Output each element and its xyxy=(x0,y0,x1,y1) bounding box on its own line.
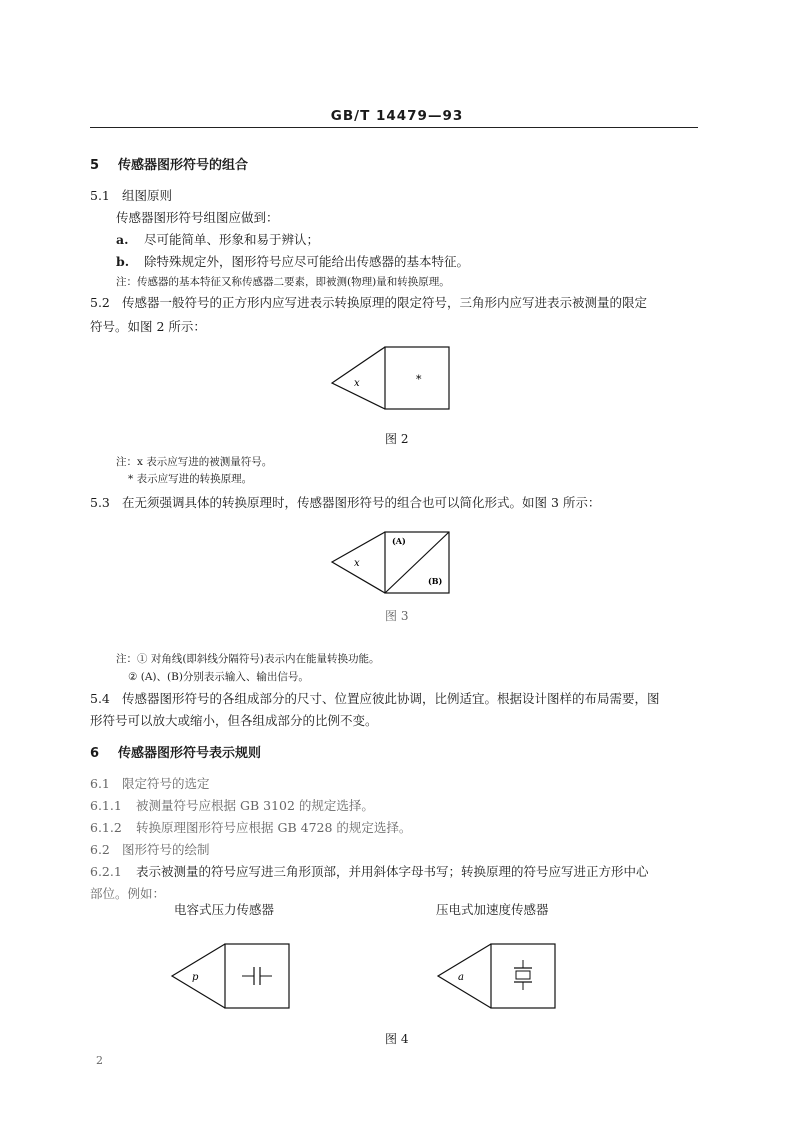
subsection-5-1-heading xyxy=(90,186,172,204)
sensor-triangle xyxy=(172,944,225,1008)
note: ② (A)、(B)分别表示输入、输出信号。 xyxy=(128,671,309,683)
subsection-number: 5.1 xyxy=(90,188,110,203)
header-rule xyxy=(90,127,698,128)
section-title: 传感器图形符号表示规则 xyxy=(118,746,262,761)
figure-3 xyxy=(330,530,450,595)
subsection-number: 5.3 xyxy=(90,495,110,510)
subsection-5-3 xyxy=(90,493,600,511)
subsection-6-1 xyxy=(90,774,210,792)
list-text: 尽可能简单、形象和易于辨认； xyxy=(144,232,320,247)
figure-4-left-title: 电容式压力传感器 xyxy=(174,902,275,917)
measurand-symbol: x xyxy=(354,558,360,569)
subsection-number: 6.2 xyxy=(90,842,110,857)
list-label: b. xyxy=(116,254,130,269)
paragraph-text: 在无须强调具体的转换原理时，传感器图形符号的组合也可以简化形式。如图 3 所示： xyxy=(122,495,601,510)
measurand-symbol: a xyxy=(458,972,464,983)
subsection-6-2 xyxy=(90,840,210,858)
subsection-6-1-1 xyxy=(90,796,374,814)
note: 注：① 对角线(即斜线分隔符号)表示内在能量转换功能。 xyxy=(116,653,380,665)
subsection-number: 5.4 xyxy=(90,691,110,706)
list-label: a. xyxy=(116,232,129,247)
section-6-heading xyxy=(90,742,261,761)
section-5-heading xyxy=(90,154,248,173)
note: 注：x 表示应写进的被测量符号。 xyxy=(116,456,273,468)
paragraph-text: 转换原理图形符号应根据 GB 4728 的规定选择。 xyxy=(136,820,412,835)
paragraph-text: 被测量符号应根据 GB 3102 的规定选择。 xyxy=(136,798,374,813)
piezoelectric-accelerometer-symbol xyxy=(436,938,558,1010)
subsection-6-1-2 xyxy=(90,818,411,836)
note: * 表示应写进的转换原理。 xyxy=(128,473,253,485)
paragraph-text: 表示被测量的符号应写进三角形顶部，并用斜体字母书写；转换原理的符号应写进正方形中心 xyxy=(136,864,649,879)
figure-caption: 图 3 xyxy=(385,609,409,623)
subsection-title: 组图原则 xyxy=(122,188,173,203)
subsection-5-2-line1 xyxy=(90,293,647,311)
section-number: 6 xyxy=(90,746,100,761)
paragraph-text: 传感器图形符号的各组成部分的尺寸、位置应彼此协调，比例适宜。根据设计图样的布局需要，图 xyxy=(122,691,660,706)
subsection-number: 6.1.2 xyxy=(90,820,122,835)
note: 注：传感器的基本特征又称传感器二要素，即被测(物理)量和转换原理。 xyxy=(116,276,450,288)
piezoelectric-crystal-icon xyxy=(514,960,532,990)
subsection-number: 6.2.1 xyxy=(90,864,122,879)
figure-caption: 图 4 xyxy=(385,1032,409,1046)
transducer-square xyxy=(225,944,289,1008)
figure-2 xyxy=(330,345,450,410)
transducer-square xyxy=(491,944,555,1008)
paragraph: 传感器图形符号组图应做到： xyxy=(116,210,279,225)
page-number: 2 xyxy=(96,1054,103,1067)
paragraph: 部位。例如： xyxy=(90,886,166,901)
measurand-symbol: p xyxy=(192,972,199,983)
input-label: (A) xyxy=(392,536,406,546)
paragraph-text: 传感器一般符号的正方形内应写进表示转换原理的限定符号，三角形内应写进表示被测量的限定 xyxy=(122,295,648,310)
list-item xyxy=(116,230,319,248)
document-header: GB/T 14479—93 xyxy=(330,108,464,124)
paragraph: 符号。如图 2 所示： xyxy=(90,319,206,334)
measurand-symbol: x xyxy=(354,378,360,389)
subsection-title: 限定符号的选定 xyxy=(122,776,210,791)
paragraph: 形符号可以放大或缩小，但各组成部分的比例不变。 xyxy=(90,713,378,728)
subsection-6-2-1-line1 xyxy=(90,862,649,880)
output-label: (B) xyxy=(428,576,443,586)
list-text: 除特殊规定外，图形符号应尽可能给出传感器的基本特征。 xyxy=(144,254,470,269)
figure-4-right-title: 压电式加速度传感器 xyxy=(436,902,549,917)
capacitive-pressure-sensor-symbol xyxy=(170,938,292,1010)
list-item xyxy=(116,252,469,270)
section-number: 5 xyxy=(90,158,100,173)
sensor-triangle xyxy=(438,944,491,1008)
section-title: 传感器图形符号的组合 xyxy=(118,158,249,173)
figure-caption: 图 2 xyxy=(385,432,409,446)
subsection-number: 6.1 xyxy=(90,776,110,791)
subsection-number: 6.1.1 xyxy=(90,798,122,813)
capacitor-icon xyxy=(242,967,272,985)
principle-symbol: * xyxy=(416,373,422,386)
subsection-5-4-line1 xyxy=(90,689,660,707)
subsection-number: 5.2 xyxy=(90,295,110,310)
subsection-title: 图形符号的绘制 xyxy=(122,842,210,857)
